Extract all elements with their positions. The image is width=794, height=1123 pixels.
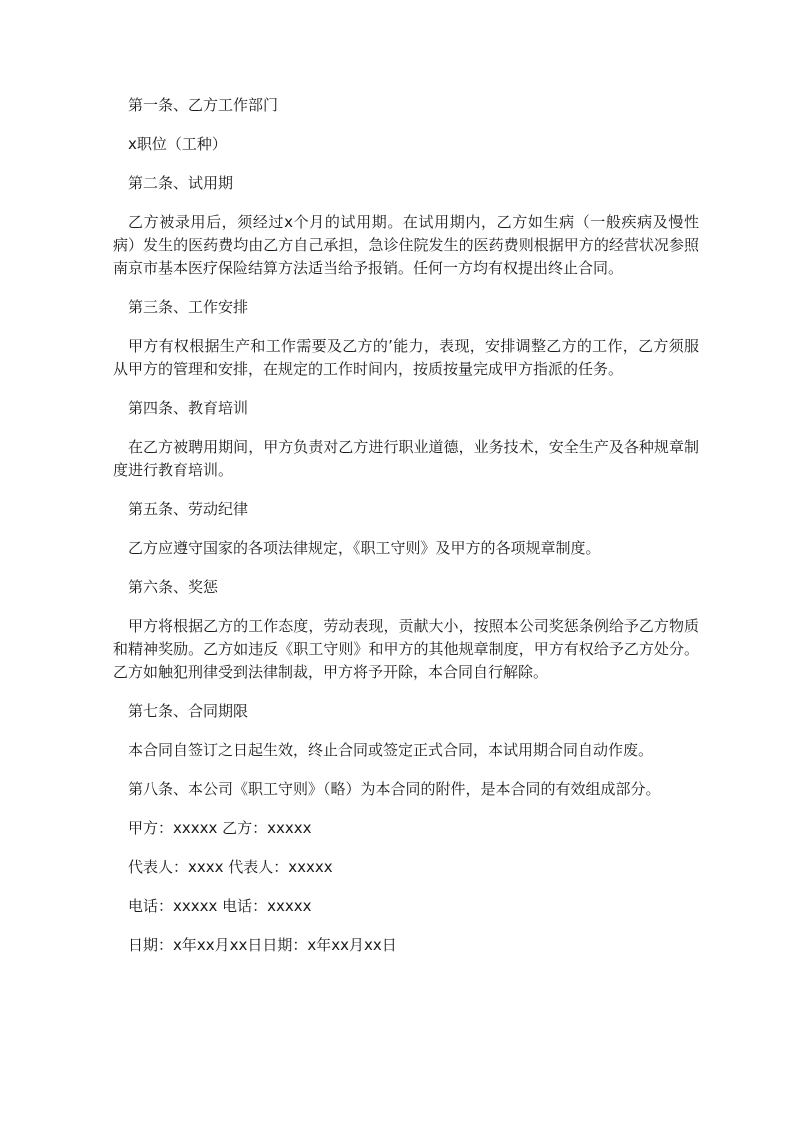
article-8-body: 第八条、本公司《职工守则》（略）为本合同的附件，是本合同的有效组成部分。 bbox=[128, 780, 661, 798]
article-4-heading: 第四条、教育培训 bbox=[128, 399, 249, 417]
job-position-line: x职位（工种） bbox=[128, 135, 227, 153]
article-3-heading: 第三条、工作安排 bbox=[128, 298, 249, 316]
phones-line: 电话：xxxxx 电话：xxxxx bbox=[128, 897, 312, 915]
article-2-body: 乙方被录用后，须经过x个月的试用期。在试用期内，乙方如生病（一般疾病及慢性病）发生的医药费均由乙方自己承担，急诊住院发生的医药费则根据甲方的经营状况参照南京市基本医疗保险结算方法适当给予报销。任何一方均有权提出终止合同。 bbox=[113, 213, 699, 277]
party-names-line: 甲方：xxxxx 乙方：xxxxx bbox=[128, 819, 312, 837]
article-1-heading: 第一条、乙方工作部门 bbox=[128, 96, 279, 114]
article-7-heading: 第七条、合同期限 bbox=[128, 702, 249, 720]
article-5-body: 乙方应遵守国家的各项法律规定，《职工守则》及甲方的各项规章制度。 bbox=[128, 539, 601, 557]
article-2-heading: 第二条、试用期 bbox=[128, 174, 234, 192]
article-6-body: 甲方将根据乙方的工作态度，劳动表现，贡献大小，按照本公司奖惩条例给予乙方物质和精神奖励。乙方如违反《职工守则》和甲方的其他规章制度，甲方有权给予乙方处分。乙方如触犯刑律受到法律制裁，甲方将予开除，本合同自行解除。 bbox=[113, 617, 699, 681]
document-body bbox=[113, 94, 699, 973]
article-6-heading: 第六条、奖惩 bbox=[128, 578, 219, 596]
article-7-body: 本合同自签订之日起生效，终止合同或签定正式合同，本试用期合同自动作废。 bbox=[128, 741, 654, 759]
representatives-line: 代表人：xxxx 代表人：xxxxx bbox=[128, 858, 333, 876]
article-3-body: 甲方有权根据生产和工作需要及乙方的’能力，表现，安排调整乙方的工作，乙方须服从甲方的管理和安排，在规定的工作时间内，按质按量完成甲方指派的任务。 bbox=[113, 337, 699, 378]
dates-line: 日期：x年xx月xx日日期：x年xx月xx日 bbox=[128, 936, 397, 954]
article-5-heading: 第五条、劳动纪律 bbox=[128, 500, 249, 518]
article-4-body: 在乙方被聘用期间，甲方负责对乙方进行职业道德，业务技术，安全生产及各种规章制度进行教育培训。 bbox=[113, 438, 699, 479]
